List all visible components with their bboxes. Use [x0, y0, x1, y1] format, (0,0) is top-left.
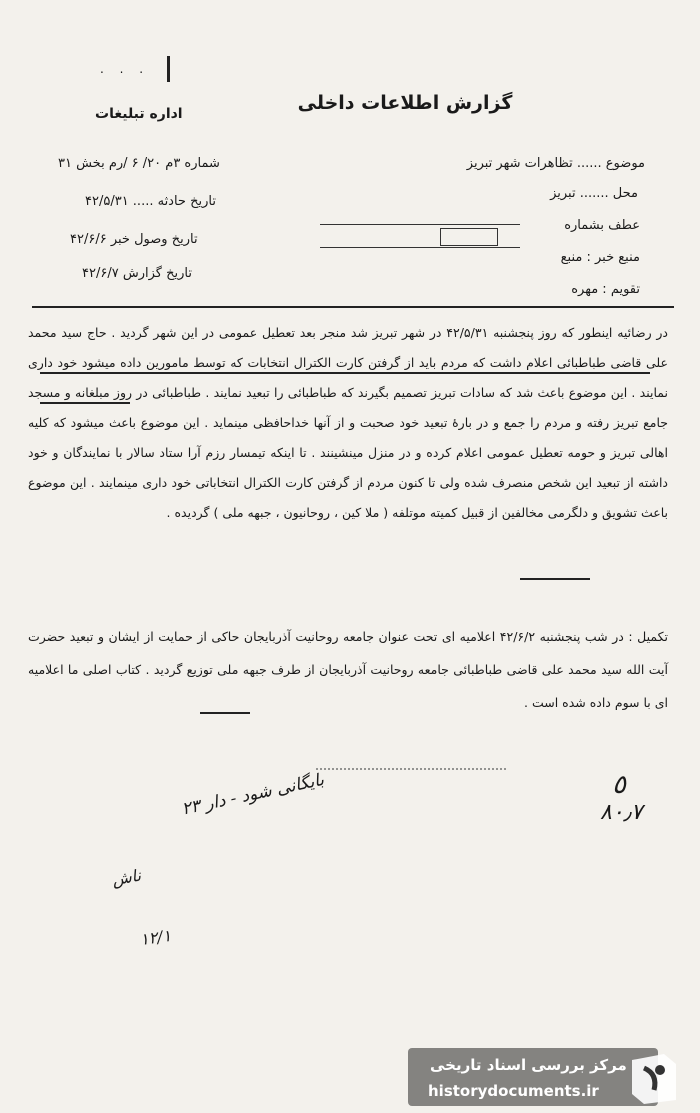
subject-field: موضوع ...... تظاهرات شهر تبریز — [466, 156, 645, 171]
department-label: اداره تبلیغات — [95, 106, 183, 122]
source-field: منبع خبر : منبع — [560, 250, 640, 265]
archive-logo-icon — [624, 1050, 684, 1106]
number-field: شماره ۳م ۲۰/ ۶ /رم بخش ۳۱ — [58, 156, 220, 171]
faded-stamp — [316, 738, 506, 770]
received-date-field: تاریخ وصول خبر ۴۲/۶/۶ — [70, 232, 198, 247]
watermark-name: مرکز بررسی اسناد تاریخی — [430, 1056, 627, 1074]
handwritten-number: ۸۰٫۷ — [600, 800, 643, 825]
end-dash — [200, 712, 250, 714]
body-paragraph-2: تکمیل : در شب پنجشنبه ۴۲/۶/۲ اعلامیه ای تحت عنوان جامعه روحانیت آذربایجان حاکی از حمایت از ایشان و تبعید حضرت آیت الله سید محمد علی قاضی طباطبائی جامعه روحانیت آذربایجان از طرف جبهه ملی توزیع گردید . کتاب اصلی ما اعلامیه ای با سوم داده شده است . — [28, 629, 668, 710]
handwritten-signature: ناش — [110, 865, 143, 890]
calendar-field: تقویم : مهره — [571, 282, 640, 297]
incident-date-field: تاریخ حادثه ..... ۴۲/۵/۳۱ — [85, 194, 216, 209]
redaction-box — [440, 228, 498, 246]
header-dots: . . . — [100, 62, 150, 76]
handwritten-note: بایگانی شود - دار ۲۳ — [180, 769, 326, 820]
margin-mark — [167, 56, 170, 82]
header-divider — [32, 306, 674, 308]
handwritten-number: ٥ — [612, 770, 626, 800]
underline-mark — [40, 372, 650, 374]
handwritten-note: ۱۲/۱ — [138, 925, 173, 950]
document-title: گزارش اطلاعات داخلی — [297, 92, 513, 114]
watermark-url: historydocuments.ir — [428, 1082, 599, 1100]
underline-mark — [40, 402, 130, 404]
place-field: محل ....... تبریز — [550, 186, 638, 201]
report-date-field: تاریخ گزارش ۴۲/۶/۷ — [82, 266, 192, 281]
reference-field: عطف بشماره — [564, 218, 640, 233]
body-paragraph-1: در رضائیه اینطور که روز پنجشنبه ۴۲/۵/۳۱ در شهر تبریز شد منجر بعد تعطیل عمومی در این شهر گردید . حاج سید محمد علی قاضی طباطبائی اعلام داشت که مردم باید از گرفتن کارت الکترال انتخابات که توسط مامورین داده میشود خود داری نمایند . این موضوع باعث شد که سادات تبریز تصمیم بگیرند که طباطبائی را تبعید نمایند . طباطبائی در روز مبلغانه و مسجد جامع تبریز رفته و مردم را جمع و در بارۀ تبعید خود صحبت و از آنها خداحافظی مینماید . این موضوع باعث میشود که کلیه اهالی تبریز و حومه تعطیل عمومی اعلام کرده و در منزل مینشینند . تا اینکه تیمسار رزم آرا ستاد سالار با نمایندگان و خود داشته از تبعید این شخص منصرف شده ولی تا کنون مردم از گرفتن کارت الکترال انتخاباتی خود داری مینمایند . این موضوع باعث تشویق و دلگرمی مخالفین از قبیل کمیته موتلفه ( ملا کین ، روحانیون ، جبهه ملی ) گردیده . — [28, 325, 668, 520]
end-dash — [520, 578, 590, 580]
